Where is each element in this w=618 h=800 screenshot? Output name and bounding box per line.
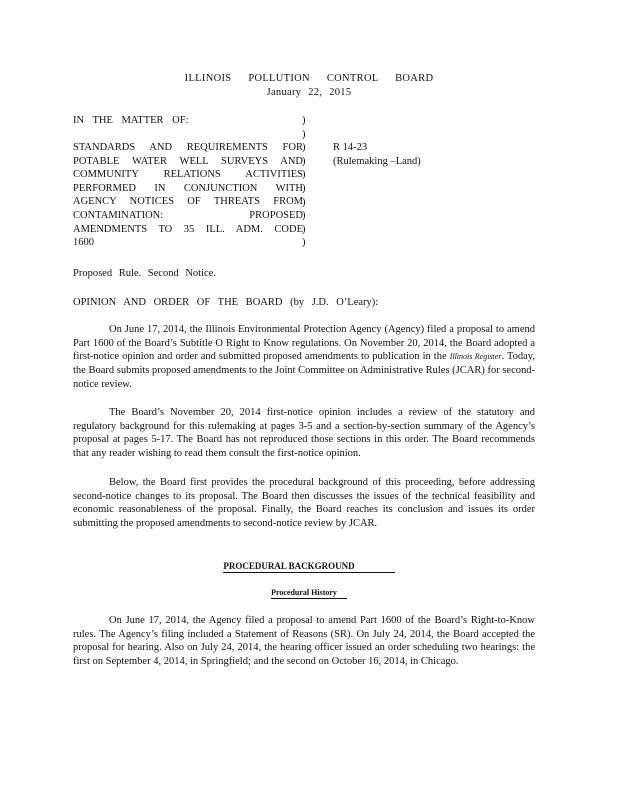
paragraph-3: Below, the Board first provides the procedural background of this proceeding, before addressing second-notice changes to its proposal. The Board then discusses the issues of the technical feasibility and economic reasonableness of the proposal. Finally, the Board reaches its conclusion and issues its order submitting the proposed amendments to second-notice review by JCAR. bbox=[73, 477, 535, 530]
procedural-history-text: Procedural History bbox=[271, 588, 347, 599]
paragraph-1 bbox=[73, 323, 535, 392]
opinion-heading: OPINION AND ORDER OF THE BOARD (by J.D. O’Leary): bbox=[73, 297, 379, 308]
docket-number: R 14-23 bbox=[333, 142, 368, 153]
procedural-background-heading bbox=[0, 561, 618, 573]
docket-block bbox=[333, 141, 473, 168]
in-the-matter-label: IN THE MATTER OF: bbox=[73, 115, 189, 126]
illinois-register-italic: Illinois Register bbox=[449, 352, 502, 362]
order-date: January 22, 2015 bbox=[266, 87, 352, 98]
proposed-rule-notice: Proposed Rule. Second Notice. bbox=[73, 268, 216, 279]
document-header bbox=[0, 72, 618, 100]
docket-type: (Rulemaking –Land) bbox=[333, 155, 421, 167]
board-name: ILLINOIS POLLUTION CONTROL BOARD bbox=[184, 73, 434, 84]
paragraph-4: On June 17, 2014, the Agency filed a proposal to amend Part 1600 of the Board’s Right-to-Know rules. The Agency’s filing included a Statement of Reasons (SR). On July 24, 2014, the Board accepted the proposal for hearing. Also on July 24, 2014, the hearing officer issued an order scheduling two hearings: the first on September 4, 2014, in Springfield; and the second on October 16, 2014, in Chicago. bbox=[73, 615, 535, 668]
paragraph-2: The Board’s November 20, 2014 first-notice opinion includes a review of the statutory and regulatory background for this rulemaking at pages 3-5 and a section-by-section summary of the Agency’s proposal at pages 5-17. The Board has not reproduced those sections in this order. The Board recommends that any reader wishing to read them consult the first-notice opinion. bbox=[73, 407, 535, 460]
paragraph-1-text-b: . Today, the Board submits proposed amendments to the Joint Committee on Administrative Rules (JCAR) for second-notice review. bbox=[73, 351, 535, 390]
procedural-history-heading bbox=[0, 588, 618, 599]
case-caption-title: STANDARDS AND REQUIREMENTS FOR POTABLE WATER WELL SURVEYS AND COMMUNITY RELATIONS ACTIVITIES PERFORMED IN CONJUNCTION WITH AGENCY NOTICES OF THREATS FROM CONTAMINATION: PROPOSED AMENDMENTS TO 35 ILL. ADM. CODE 1600 bbox=[73, 142, 303, 249]
procedural-background-text: PROCEDURAL BACKGROUND bbox=[223, 561, 394, 573]
paragraph-1-text-a: On June 17, 2014, the Illinois Environmental Protection Agency (Agency) filed a proposal to amend Part 1600 of the Board’s Subtitle O Right to Know regulations. On November 20, 2014, the Board adopted a first-notice opinion and order and submitted proposed amendments to publication in the bbox=[73, 324, 535, 363]
caption-parentheses: ) ) ) ) ) ) ) ) ) ) bbox=[302, 115, 306, 249]
